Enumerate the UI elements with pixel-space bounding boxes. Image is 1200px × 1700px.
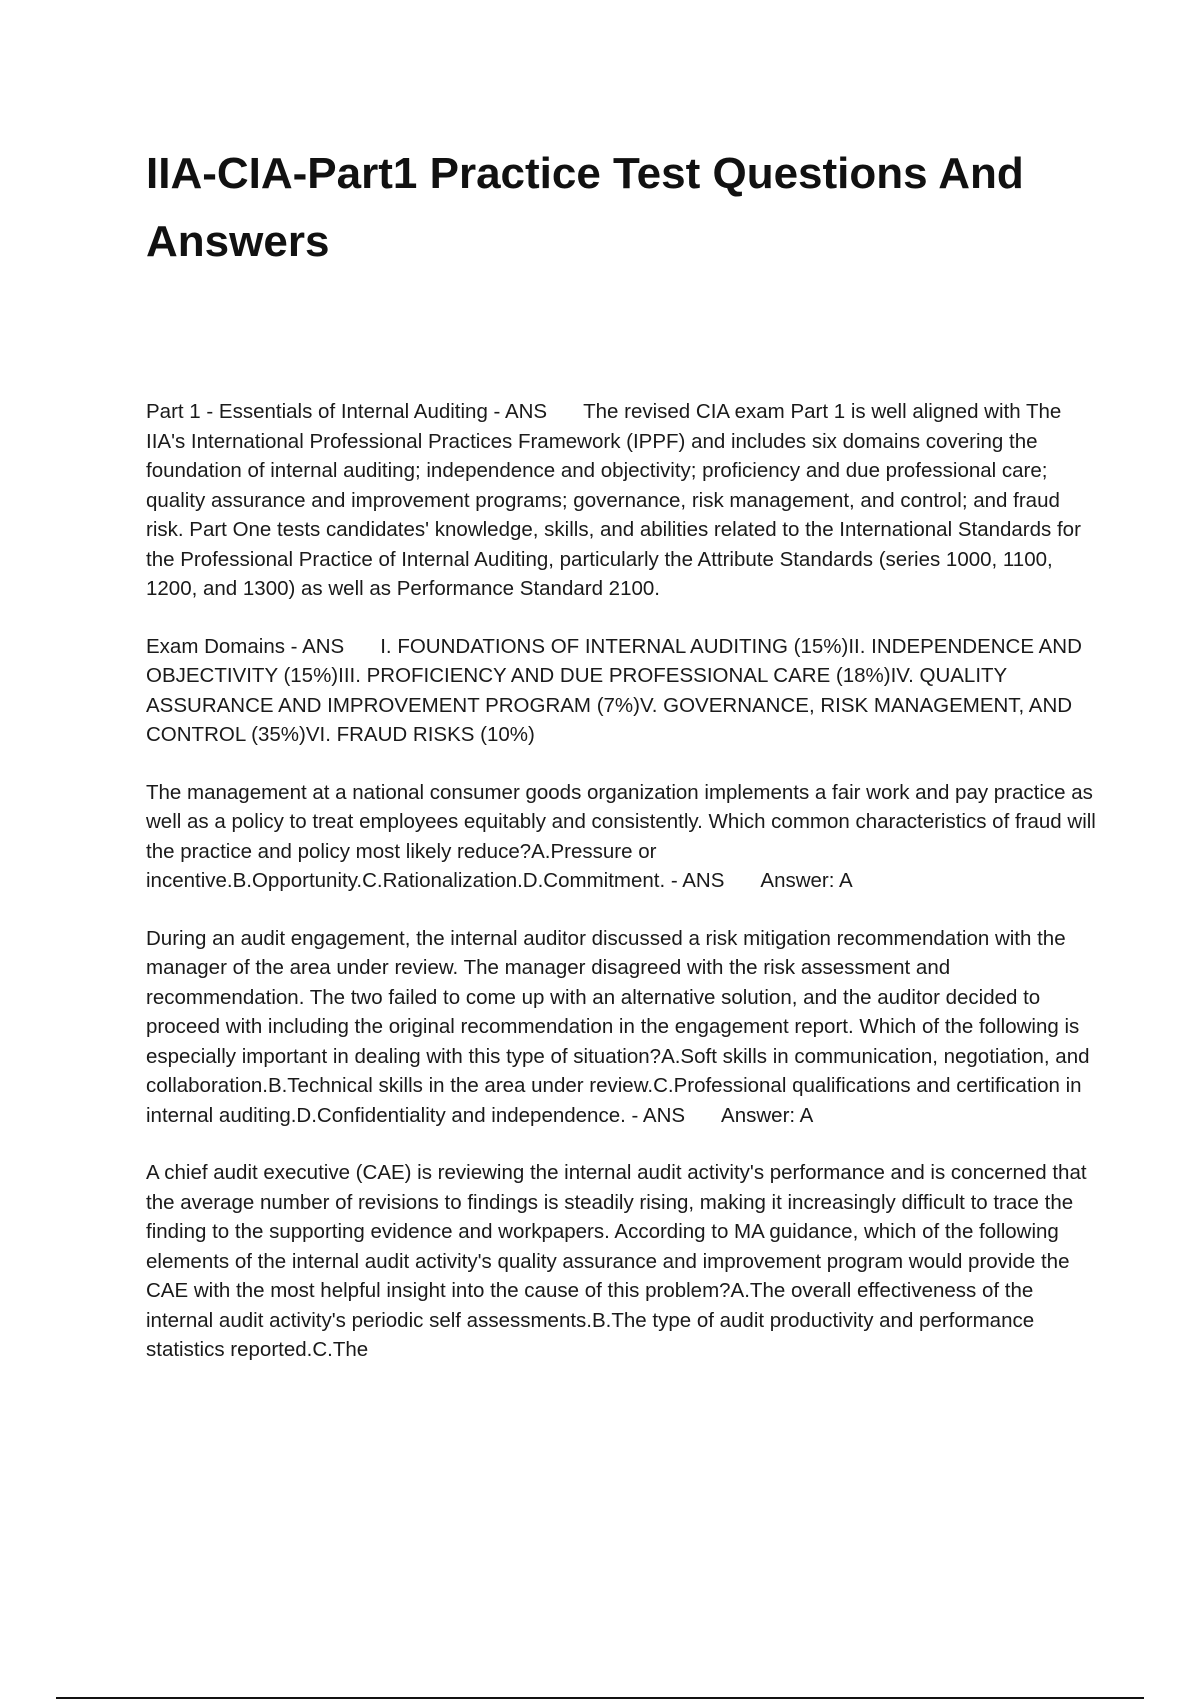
qa-item bbox=[146, 778, 1096, 896]
qa-question: Part 1 - Essentials of Internal Auditing - ANS bbox=[146, 400, 548, 423]
qa-list bbox=[146, 397, 1096, 1393]
document-title: IIA-CIA-Part1 Practice Test Questions And Answers bbox=[146, 149, 1024, 266]
qa-question: During an audit engagement, the internal auditor discussed a risk mitigation recommendation with the manager of the area under review. The manager disagreed with the risk assessment and recommendation. The two failed to come up with an alternative solution, and the auditor decided to proceed with including the original recommendation in the engagement report. Which of the following is especially important in dealing with this type of situation?A.Soft skills in communication, negotiation, and collaboration.B.Technical skills in the area under review.C.Professional qualifications and certification in internal auditing.D.Confidentiality and independence. - ANS bbox=[146, 926, 1090, 1127]
qa-item bbox=[146, 1158, 1096, 1365]
qa-answer: Answer: A bbox=[760, 869, 853, 892]
qa-question: A chief audit executive (CAE) is reviewing the internal audit activity's performance and is concerned that the average number of revisions to findings is steadily rising, making it increasingly difficult to trace the finding to the supporting evidence and workpapers. According to MA guidance, which of the following elements of the internal audit activity's quality assurance and improvement program would provide the CAE with the most helpful insight into the cause of this problem?A.The overall effectiveness of the internal audit activity's periodic self assessments.B.The type of audit productivity and performance statistics reported.C.The bbox=[146, 1161, 1087, 1361]
qa-question: Exam Domains - ANS bbox=[146, 634, 345, 658]
qa-item bbox=[146, 924, 1096, 1131]
qa-question: The management at a national consumer goods organization implements a fair work and pay practice as well as a policy to treat employees equitably and consistently. Which common characteristics of fraud will the practice and policy most likely reduce?A.Pressure or incentive.B.Opportunity.C.Rationalization.D.Commitment. - ANS bbox=[146, 780, 1096, 892]
qa-answer: I. FOUNDATIONS OF INTERNAL AUDITING (15%)II. INDEPENDENCE AND OBJECTIVITY (15%)III. PROFICIENCY AND DUE PROFESSIONAL CARE (18%)IV. QUALITY ASSURANCE AND IMPROVEMENT PROGRAM (7%)V. GOVERNANCE, RISK MANAGEMENT, AND CONTROL (35%)VI. FRAUD RISKS (10%) bbox=[146, 634, 1082, 746]
qa-item bbox=[146, 397, 1096, 604]
qa-answer: Answer: A bbox=[721, 1103, 814, 1127]
footer-divider bbox=[56, 1697, 1144, 1699]
qa-answer: The revised CIA exam Part 1 is well aligned with The IIA's International Professional Practices Framework (IPPF) and includes six domains covering the foundation of internal auditing; independence and objectivity; proficiency and due professional care; quality assurance and improvement programs; governance, risk management, and control; and fraud risk. Part One tests candidates' knowledge, skills, and abilities related to the International Standards for the Professional Practice of Internal Auditing, particularly the Attribute Standards (series 1000, 1100, 1200, and 1300) as well as Performance Standard 2100. bbox=[146, 400, 1081, 600]
qa-item bbox=[146, 632, 1096, 750]
